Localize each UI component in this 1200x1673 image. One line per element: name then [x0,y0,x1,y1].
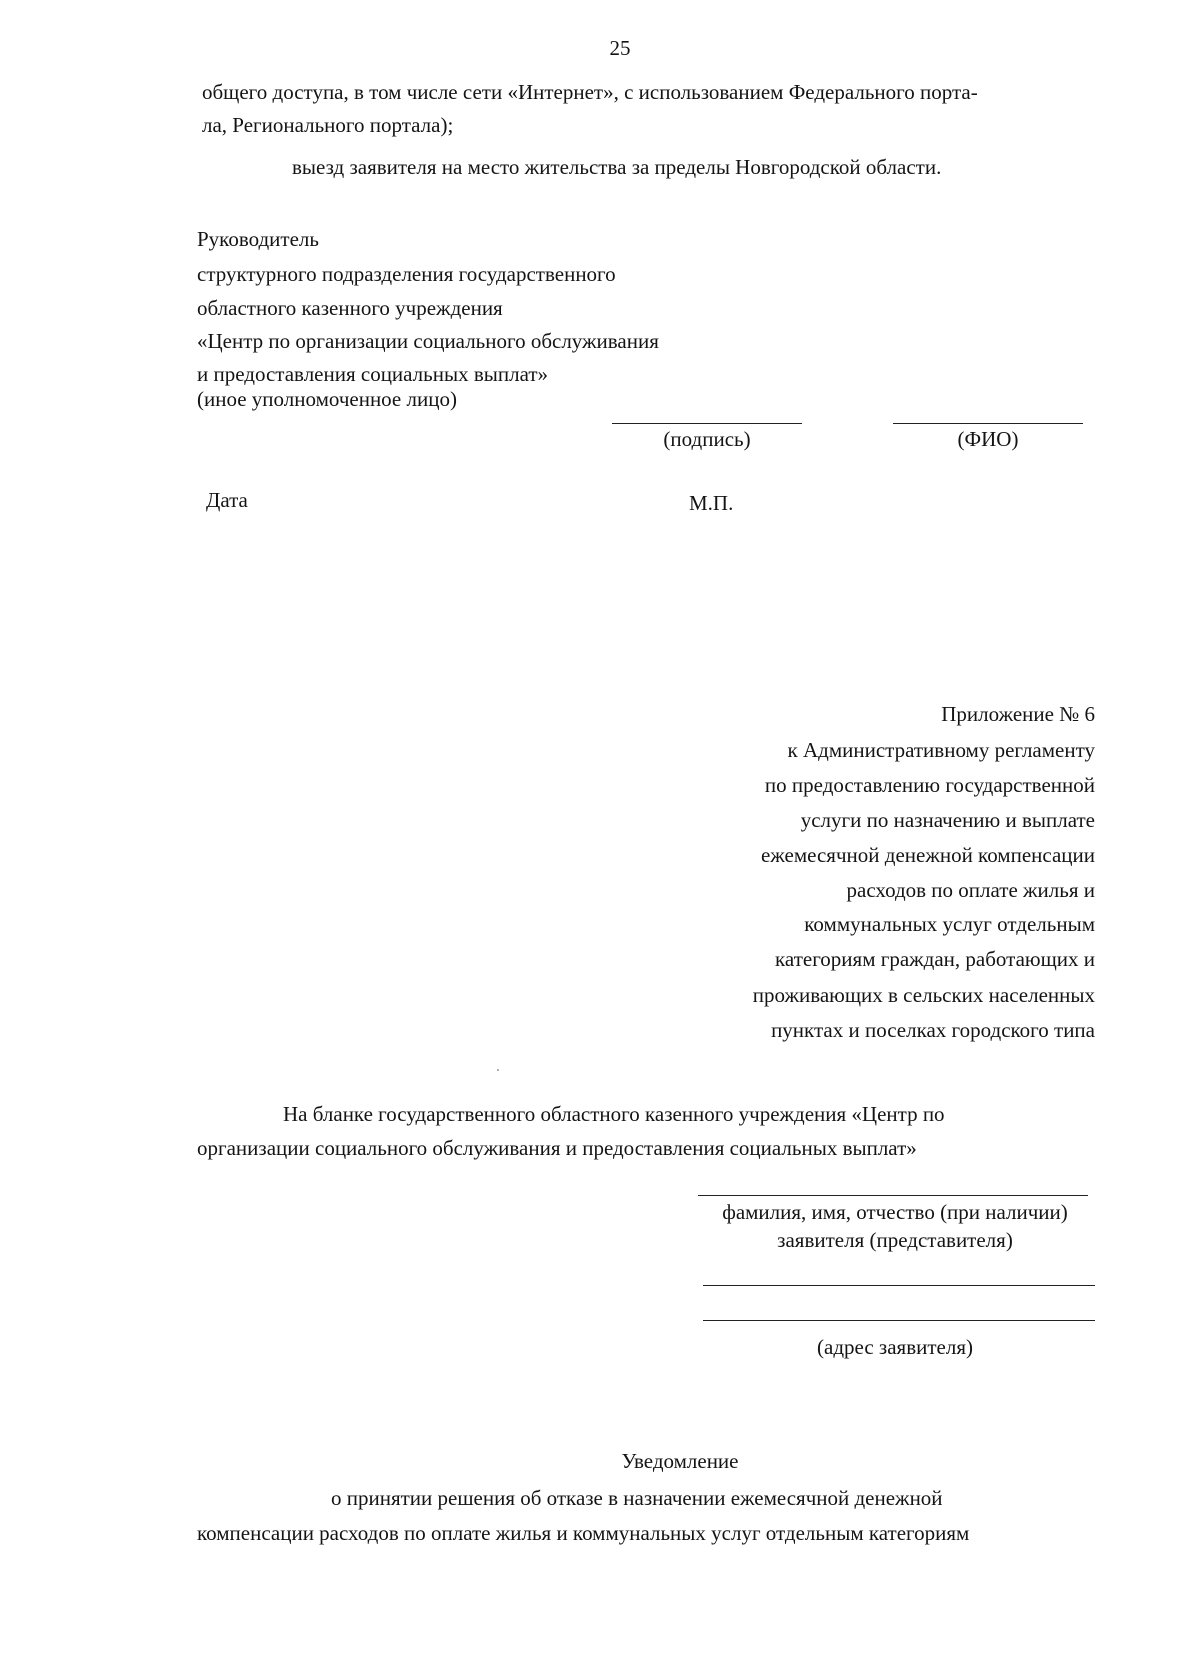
appendix-line-5: ежемесячной денежной компенсации [760,843,1095,867]
signer-title-line-1: Руководитель [197,227,319,251]
appendix-line-6: расходов по оплате жилья и [846,878,1095,902]
appendix-line-2: к Административному регламенту [787,738,1095,762]
signer-title-line-6: (иное уполномоченное лицо) [197,387,457,411]
appendix-line-7: коммунальных услуг отдельным [804,912,1095,936]
notice-line-2: компенсации расходов по оплате жилья и коммунальных услуг отдельным категориям [197,1521,970,1545]
date-label: Дата [206,488,248,512]
intro-line-1: общего доступа, в том числе сети «Интернет», с использованием Федерального порта- [202,80,978,104]
appendix-line-4: услуги по назначению и выплате [800,808,1095,832]
appendix-line-3: по предоставлению государственной [764,773,1095,797]
intro-line-3: выезд заявителя на место жительства за пределы Новгородской области. [292,155,942,179]
recipient-address-caption: (адрес заявителя) [817,1335,973,1359]
fio-line [893,423,1083,424]
fio-caption: (ФИО) [957,427,1019,451]
notice-title: Уведомление [621,1449,739,1473]
intro-line-2: ла, Регионального портала); [202,113,454,137]
appendix-line-9: проживающих в сельских населенных [752,983,1095,1007]
recipient-address-line-1 [703,1285,1095,1286]
signer-title-line-2: структурного подразделения государственного [197,262,616,286]
recipient-address-line-2 [703,1320,1095,1321]
recipient-name-caption-1: фамилия, имя, отчество (при наличии) [722,1200,1068,1224]
letterhead-line-1: На бланке государственного областного казенного учреждения «Центр по [283,1102,945,1126]
notice-line-1: о принятии решения об отказе в назначении ежемесячной денежной [331,1486,943,1510]
signer-title-line-4: «Центр по организации социального обслуживания [197,329,659,353]
letterhead-line-2: организации социального обслуживания и предоставления социальных выплат» [197,1136,917,1160]
recipient-name-line [698,1195,1088,1196]
recipient-name-caption-2: заявителя (представителя) [777,1228,1013,1252]
signature-caption: (подпись) [663,427,751,451]
appendix-line-1: Приложение № 6 [941,702,1095,726]
scan-speck [497,1069,499,1071]
page-number: 25 [609,36,631,60]
appendix-line-8: категориям граждан, работающих и [775,947,1095,971]
appendix-line-10: пунктах и поселках городского типа [771,1018,1095,1042]
stamp-label: М.П. [689,491,734,515]
signature-line [612,423,802,424]
signer-title-line-3: областного казенного учреждения [197,296,503,320]
signer-title-line-5: и предоставления социальных выплат» [197,362,549,386]
